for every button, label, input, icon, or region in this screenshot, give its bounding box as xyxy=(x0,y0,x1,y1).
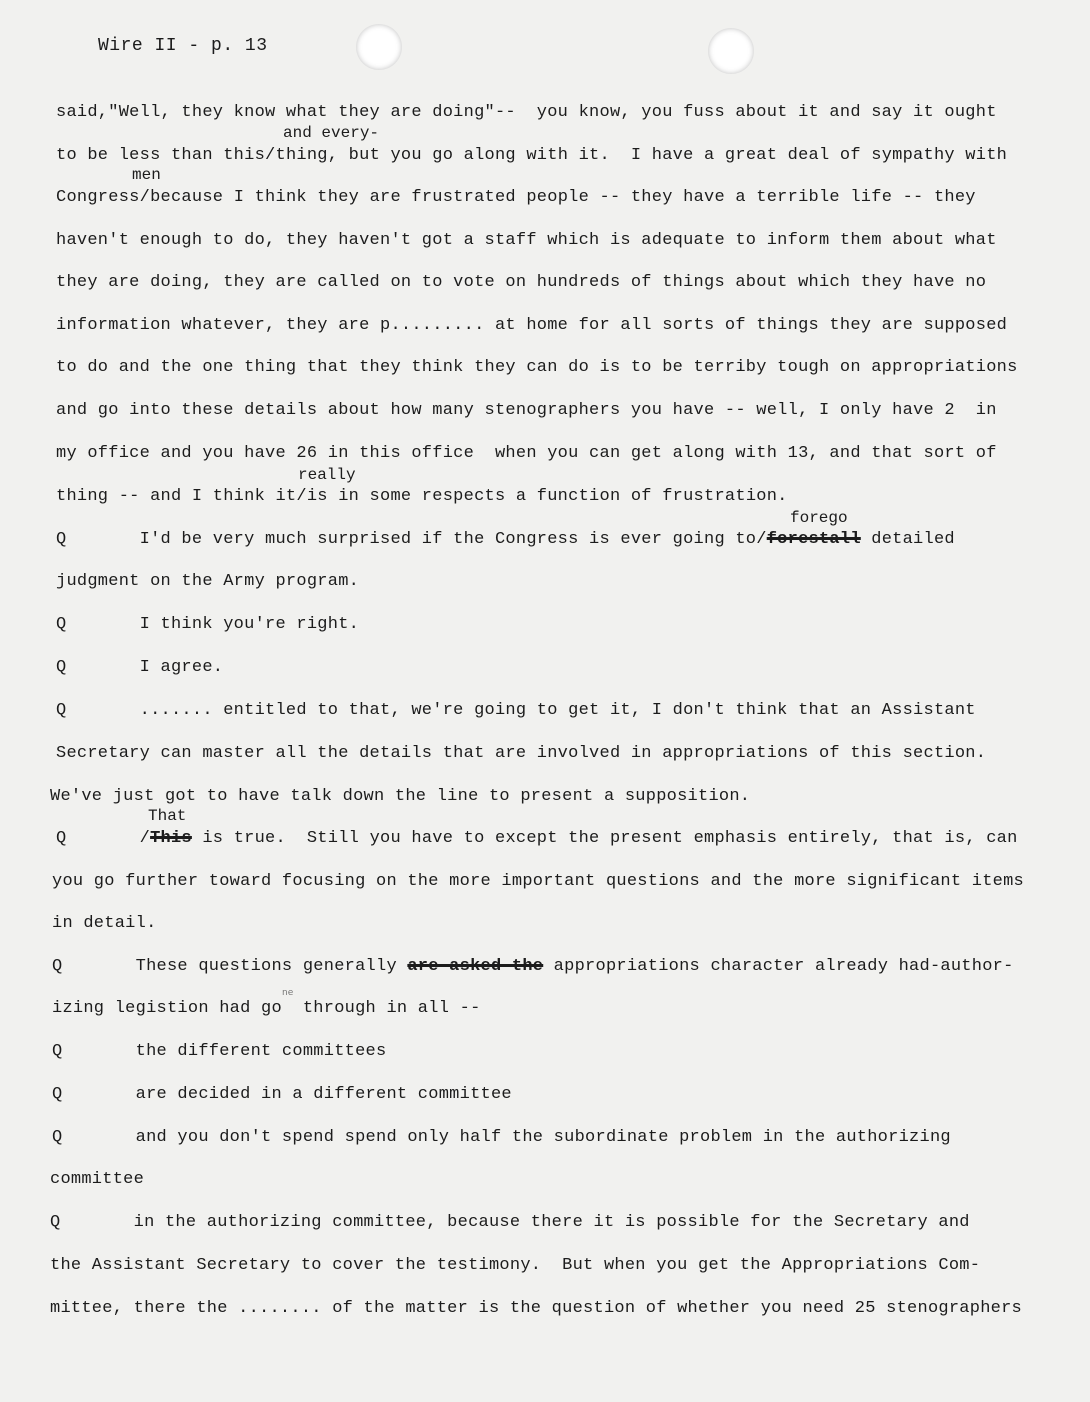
text-line-9: my office and you have 26 in this office when you can get along with 13, and that sort of xyxy=(56,444,997,463)
text-line-27: Q in the authorizing committee, because there it is possible for the Secretary and xyxy=(50,1213,970,1232)
text-line-17: We've just got to have talk down the line to present a supposition. xyxy=(50,787,751,806)
text-line-23: Q the different committees xyxy=(52,1042,387,1061)
struck-words-are-asked-the: are asked the xyxy=(407,957,544,976)
insert-that: That xyxy=(148,807,187,825)
text-line-11-start: Q I'd be very much surprised if the Congress is ever going to/ xyxy=(56,530,767,549)
text-line-26: committee xyxy=(50,1170,145,1189)
text-line-21-start: Q These questions generally xyxy=(52,957,408,976)
text-line-5: they are doing, they are called on to vote on hundreds of things about which they have no xyxy=(56,273,987,292)
text-line-11-end: detailed xyxy=(860,530,955,549)
text-line-21-end: appropriations character already had-author- xyxy=(543,957,1014,976)
text-line-11 xyxy=(56,530,955,549)
insert-and-every: and every- xyxy=(283,124,380,142)
text-line-2-start: to be less than this/ xyxy=(56,146,276,165)
text-line-25: Q and you don't spend spend only half the subordinate problem in the authorizing xyxy=(52,1128,951,1147)
text-line-10 xyxy=(56,487,788,506)
text-line-8: and go into these details about how many stenographers you have -- well, I only have 2 in xyxy=(56,401,997,420)
punch-hole-right xyxy=(708,28,754,74)
text-line-2 xyxy=(56,146,1007,165)
text-line-14: Q I agree. xyxy=(56,658,224,677)
text-line-12: judgment on the Army program. xyxy=(56,572,360,591)
struck-word-this: This xyxy=(150,829,192,848)
text-line-3-end: because I think they are frustrated people -- they have a terrible life -- they xyxy=(150,188,976,207)
text-line-4: haven't enough to do, they haven't got a staff which is adequate to inform them about what xyxy=(56,231,997,250)
text-line-29: mittee, there the ........ of the matter is the question of whether you need 25 stenographers xyxy=(50,1299,1023,1318)
text-line-16: Secretary can master all the details that are involved in appropriations of this section. xyxy=(56,744,987,763)
text-line-10-end: is in some respects a function of frustration. xyxy=(306,487,788,506)
text-line-19: you go further toward focusing on the more important questions and the more significant items xyxy=(52,872,1025,891)
text-line-2-end: thing, but you go along with it. I have a great deal of sympathy with xyxy=(275,146,1008,165)
insert-ne: ne xyxy=(282,988,294,998)
text-line-18-start: Q / xyxy=(56,829,151,848)
insert-really: really xyxy=(298,466,356,484)
struck-word-forestall: forestall xyxy=(766,530,861,549)
text-line-20: in detail. xyxy=(52,914,157,933)
text-line-22: izing legistion had go through in all -- xyxy=(52,999,481,1018)
text-line-28: the Assistant Secretary to cover the testimony. But when you get the Appropriations Com- xyxy=(50,1256,981,1275)
text-line-24: Q are decided in a different committee xyxy=(52,1085,512,1104)
text-line-7: to do and the one thing that they think they can do is to be terriby tough on appropriations xyxy=(56,358,1018,377)
text-line-6: information whatever, they are p......... at home for all sorts of things they are supposed xyxy=(56,316,1008,335)
text-line-10-start: thing -- and I think it/ xyxy=(56,487,307,506)
text-line-21 xyxy=(52,957,1014,976)
page-header: Wire II - p. 13 xyxy=(98,36,268,56)
insert-forego: forego xyxy=(790,509,848,527)
text-line-1: said,"Well, they know what they are doing"-- you know, you fuss about it and say it ought xyxy=(56,103,997,122)
punch-hole-left xyxy=(356,24,402,70)
text-line-18 xyxy=(56,829,1018,848)
text-line-13: Q I think you're right. xyxy=(56,615,360,634)
text-line-3-start: Congress/ xyxy=(56,188,151,207)
text-line-18-end: is true. Still you have to except the present emphasis entirely, that is, can xyxy=(191,829,1018,848)
text-line-15: Q ....... entitled to that, we're going to get it, I don't think that an Assistant xyxy=(56,701,976,720)
insert-men: men xyxy=(132,166,161,184)
text-line-3 xyxy=(56,188,976,207)
